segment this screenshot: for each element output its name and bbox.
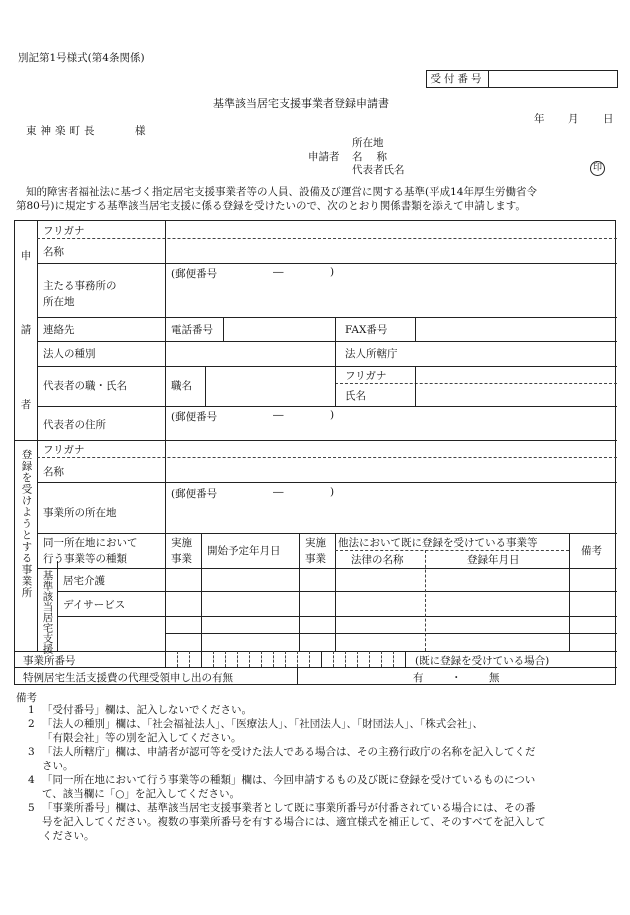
applicant-label: 申請者 [308, 151, 340, 163]
addressee-suffix: 様 [135, 125, 146, 137]
proxy-no[interactable]: 無 [489, 672, 500, 684]
office-furigana-label: フリガナ [43, 444, 85, 456]
applicant-address-label: 所在地 [352, 137, 384, 149]
reg-date-label: 登録年月日 [467, 554, 520, 566]
postal-close-1: ) [330, 266, 335, 278]
postal-code-1: (郵便番号 [171, 268, 218, 280]
postal-dash-1: ― [273, 266, 284, 278]
start-date-label: 開始予定年月日 [207, 545, 281, 557]
receipt-number-field[interactable] [490, 71, 616, 87]
main-office-label-1: 主たる事務所の [43, 280, 117, 292]
postal-code-2: (郵便番号 [171, 411, 218, 423]
rep-name-label: 氏名 [345, 390, 366, 402]
proxy-yes[interactable]: 有 [413, 672, 424, 684]
note-4-line-2: て、該当欄に「○」を記入してください。 [42, 788, 240, 800]
page-title: 基準該当居宅支援事業者登録申請書 [213, 97, 389, 110]
proxy-dot: ・ [451, 672, 462, 684]
service-day-service: デイサービス [63, 599, 126, 611]
note-5-number: 5 [28, 802, 35, 814]
name-label: 名称 [43, 246, 64, 258]
corp-type-label: 法人の種別 [43, 348, 96, 360]
main-office-label-2: 所在地 [43, 296, 75, 308]
impl-label-1b: 事業 [171, 553, 192, 565]
impl-label-2b: 事業 [305, 553, 326, 565]
intro-line-2: 第80号)に規定する基準該当居宅支援に係る登録を受けたいので、次のとおり関係書類を添えて申請します。 [16, 200, 526, 212]
applicant-rep-label: 代表者氏名 [352, 164, 405, 176]
law-name-label: 法律の名称 [351, 554, 404, 566]
same-place-label-2: 行う事業等の種類 [43, 553, 127, 565]
form-number: 別記第1号様式(第4条関係) [18, 52, 145, 64]
receipt-number-box [426, 70, 618, 88]
office-side-label: 登録を受けようとする事業所 [20, 449, 33, 599]
receipt-number-label: 受付番号 [427, 71, 489, 87]
rep-address-label: 代表者の住所 [43, 419, 106, 431]
note-4-line-1: 「同一所在地において行う事業等の種類」欄は、今回申請するもの及び既に登録を受けているものについ [42, 774, 536, 786]
postal-close-3: ) [330, 486, 335, 498]
postal-close-2: ) [330, 409, 335, 421]
postal-code-3: (郵便番号 [171, 488, 218, 500]
rep-furigana-label: フリガナ [345, 370, 387, 382]
date-year: 年 [534, 113, 545, 125]
date-month: 月 [568, 113, 579, 125]
rep-title-name-label: 代表者の職・氏名 [43, 380, 127, 392]
furigana-label: フリガナ [43, 225, 85, 237]
remarks-label: 備考 [581, 545, 602, 557]
note-1-line-1: 「受付番号」欄は、記入しないでください。 [42, 704, 252, 716]
note-3-line-2: さい。 [42, 760, 74, 772]
phone-label: 電話番号 [171, 324, 213, 336]
note-3-number: 3 [28, 746, 35, 758]
proxy-label: 特例居宅生活支援費の代理受領申し出の有無 [23, 672, 233, 684]
addressee: 東神楽町長 [26, 125, 99, 137]
note-5-line-3: ください。 [42, 830, 95, 842]
same-place-label-1: 同一所在地において [43, 537, 138, 549]
service-home-care: 居宅介護 [63, 575, 105, 587]
contact-label: 連絡先 [43, 324, 75, 336]
note-5-line-1: 「事業所番号」欄は、基準該当居宅支援事業者として既に事業所番号が付番されている場合には、その番 [42, 802, 536, 814]
note-3-line-1: 「法人所轄庁」欄は、申請者が認可等を受けた法人である場合は、その主務行政庁の名称を記入してくだ [42, 746, 536, 758]
note-2-number: 2 [28, 718, 35, 730]
note-5-line-2: 号を記入してください。複数の事業所番号を有する場合には、適宜様式を補正して、そのすべてを記入して [42, 816, 546, 828]
note-2-line-1: 「法人の種別」欄は、「社会福祉法人」、「医療法人」、「社団法人」、「財団法人」、「株式会社」、 [42, 718, 483, 730]
office-number-label: 事業所番号 [23, 655, 76, 667]
postal-dash-3: ― [273, 486, 284, 498]
note-1-number: 1 [28, 704, 35, 716]
application-table [14, 220, 616, 685]
applicant-name-label: 名称 [352, 151, 401, 163]
note-4-number: 4 [28, 774, 35, 786]
office-location-label: 事業所の所在地 [43, 507, 117, 519]
phone-field[interactable] [227, 318, 333, 339]
fax-label: FAX番号 [345, 324, 388, 336]
service-side-label: 基準該当居宅支援 [41, 570, 54, 654]
intro-line-1: 知的障害者福祉法に基づく指定居宅支援事業者等の人員、設備及び運営に関する基準(平成14年厚生労働省令 [26, 186, 537, 198]
corp-office-label: 法人所轄庁 [345, 348, 398, 360]
already-registered-note: (既に登録を受けている場合) [415, 655, 550, 667]
impl-label-1a: 実施 [171, 537, 192, 549]
seal-mark: 印 [590, 161, 605, 176]
note-2-line-2: 「有限会社」等の別を記入してください。 [42, 732, 242, 744]
postal-dash-2: ― [273, 409, 284, 421]
office-name-label: 名称 [43, 466, 64, 478]
notes-title: 備考 [16, 692, 37, 704]
title-short-label: 職名 [171, 380, 192, 392]
applicant-side-label: 申 請 者 [20, 250, 32, 411]
date-day: 日 [603, 113, 614, 125]
other-law-label: 他法において既に登録を受けている事業等 [338, 537, 538, 549]
impl-label-2a: 実施 [305, 537, 326, 549]
